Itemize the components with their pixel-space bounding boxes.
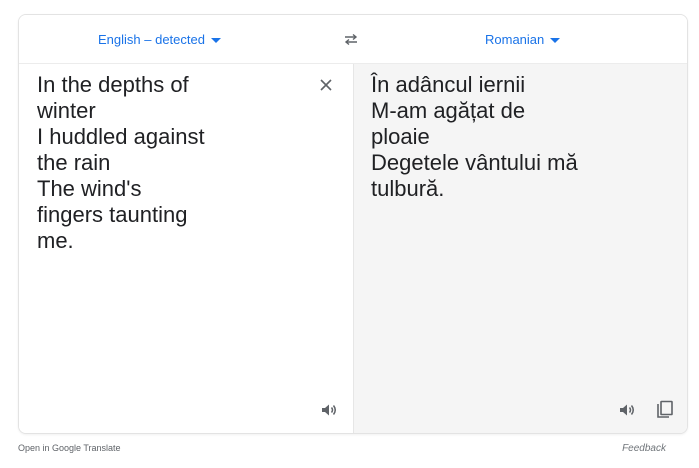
- copy-translation-button[interactable]: [653, 398, 677, 422]
- source-language-label: English – detected: [98, 31, 205, 47]
- open-in-google-translate-link[interactable]: Open in Google Translate: [18, 443, 121, 453]
- target-pane: [354, 64, 687, 433]
- target-language-selector[interactable]: [485, 30, 560, 48]
- language-bar: [19, 15, 687, 64]
- clear-source-button[interactable]: [317, 76, 335, 94]
- swap-arrows-icon: [340, 28, 362, 50]
- source-language-selector[interactable]: [98, 30, 221, 48]
- close-icon: [317, 76, 335, 94]
- speaker-icon: [319, 400, 339, 420]
- source-pane: [19, 64, 354, 433]
- chevron-down-icon: [550, 38, 560, 43]
- translate-card: [18, 14, 688, 434]
- source-text[interactable]: In the depths of winter I huddled against the rain The wind's fingers taunting me.: [37, 72, 205, 253]
- translated-text: În adâncul iernii M-am agățat de ploaie Degetele vântului mă tulbură.: [371, 72, 578, 201]
- speaker-icon: [617, 400, 637, 420]
- target-language-label: Romanian: [485, 31, 545, 47]
- feedback-link[interactable]: Feedback: [622, 443, 666, 454]
- listen-translation-button[interactable]: [615, 398, 639, 422]
- copy-icon: [654, 399, 676, 421]
- swap-languages-button[interactable]: [340, 28, 362, 50]
- chevron-down-icon: [211, 38, 221, 43]
- listen-source-button[interactable]: [317, 398, 341, 422]
